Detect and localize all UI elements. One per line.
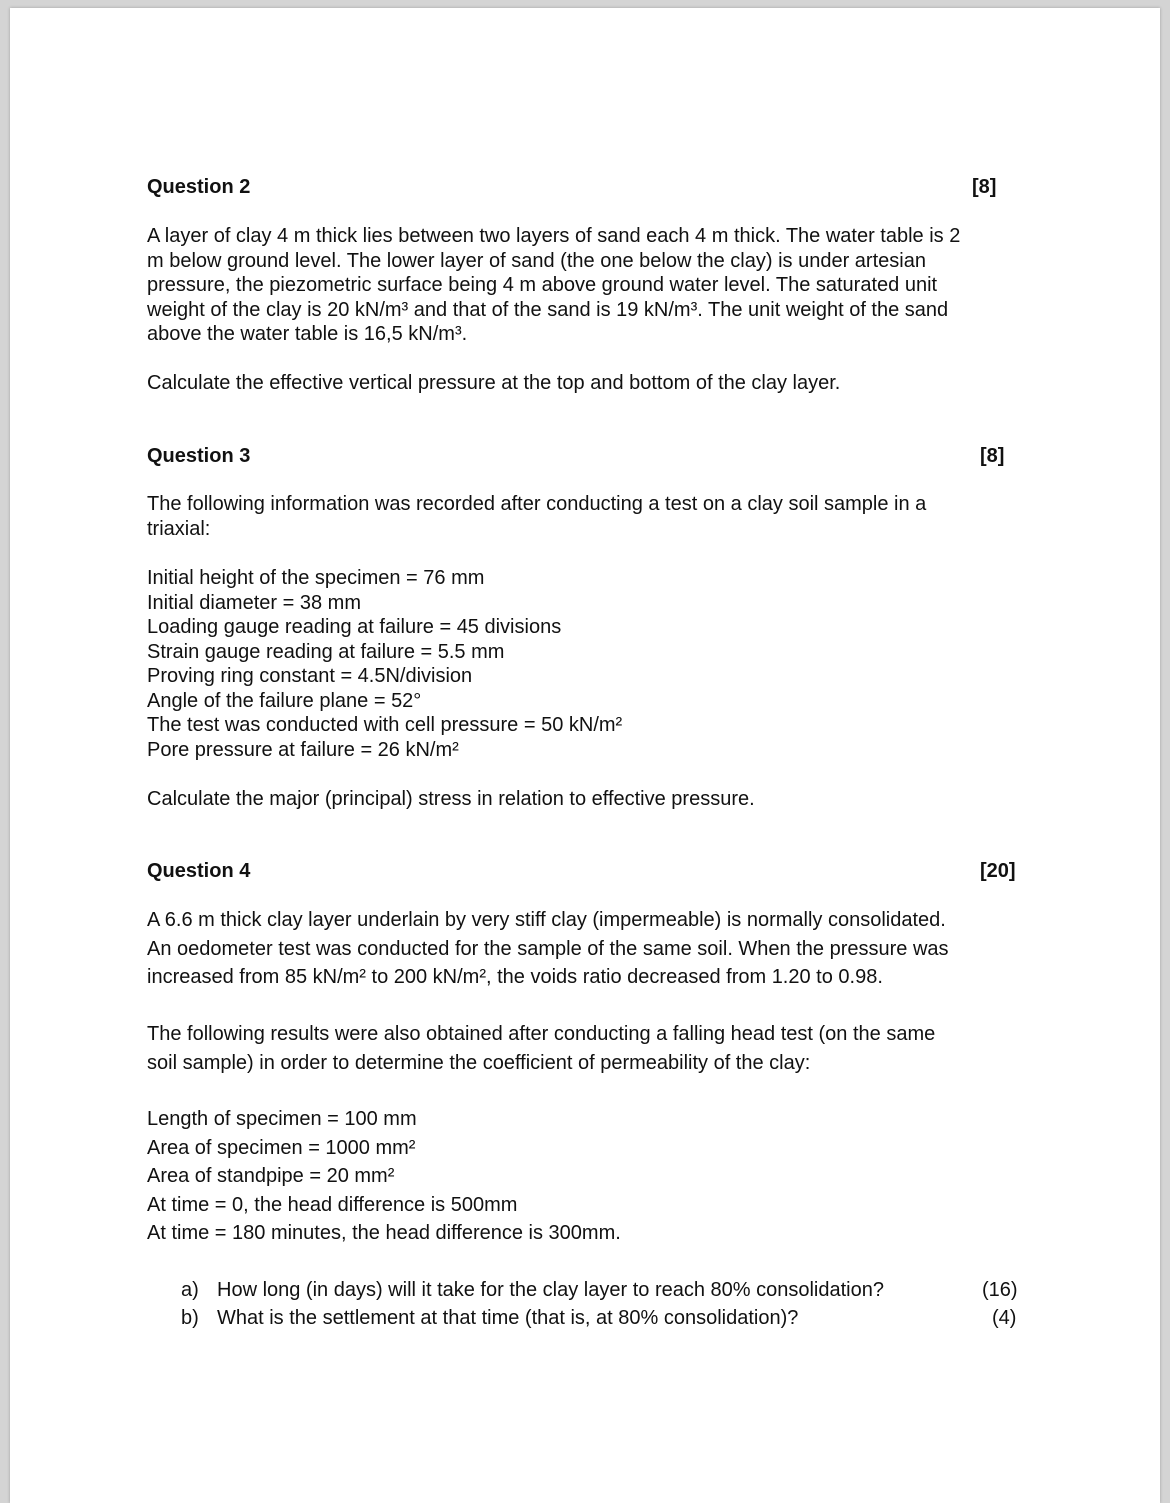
data-line: Proving ring constant = 4.5N/division — [147, 665, 473, 687]
question-4-data-list — [147, 1105, 621, 1248]
intro-line: triaxial: — [147, 517, 211, 540]
data-line: At time = 0, the head difference is 500mm — [147, 1193, 518, 1216]
data-line: The test was conducted with cell pressure = 50 kN/m² — [147, 714, 623, 736]
data-line: Initial height of the specimen = 76 mm — [147, 567, 485, 589]
question-4-paragraph-1 — [147, 906, 949, 992]
sub-question-a-text: How long (in days) will it take for the clay layer to reach 80% consolidation? — [217, 1279, 884, 1301]
paragraph-line: increased from 85 kN/m² to 200 kN/m², the voids ratio decreased from 1.20 to 0.98. — [147, 966, 883, 988]
question-2-title: Question 2 — [147, 176, 251, 198]
paragraph-line: An oedometer test was conducted for the sample of the same soil. When the pressure was — [147, 937, 949, 960]
question-2-marks: [8] — [972, 176, 997, 198]
question-4-title: Question 4 — [147, 860, 251, 882]
sub-question-b-marks: (4) — [992, 1307, 1017, 1329]
data-line: Area of specimen = 1000 mm² — [147, 1136, 416, 1159]
question-2-task: Calculate the effective vertical pressure at the top and bottom of the clay layer. — [147, 372, 841, 394]
question-2-paragraph — [147, 224, 960, 347]
question-4-paragraph-2 — [147, 1020, 935, 1077]
paragraph-line: A 6.6 m thick clay layer underlain by very stiff clay (impermeable) is normally consolidated. — [147, 909, 946, 931]
document-page — [10, 8, 1160, 1503]
data-line: Pore pressure at failure = 26 kN/m² — [147, 738, 459, 761]
question-3-data-list — [147, 566, 622, 762]
data-line: Length of specimen = 100 mm — [147, 1108, 417, 1130]
data-line: Angle of the failure plane = 52° — [147, 689, 422, 712]
data-line: Strain gauge reading at failure = 5.5 mm — [147, 640, 505, 663]
data-line: Loading gauge reading at failure = 45 divisions — [147, 616, 562, 638]
question-3-task: Calculate the major (principal) stress in relation to effective pressure. — [147, 788, 755, 810]
sub-question-b-text: What is the settlement at that time (that is, at 80% consolidation)? — [217, 1307, 799, 1329]
question-3-title: Question 3 — [147, 445, 251, 467]
question-3-marks: [8] — [980, 445, 1005, 467]
question-4-marks: [20] — [980, 860, 1016, 882]
sub-question-a-label: a) — [181, 1279, 199, 1301]
paragraph-line: A layer of clay 4 m thick lies between two layers of sand each 4 m thick. The water table is 2 — [147, 225, 961, 247]
sub-question-a-marks: (16) — [982, 1279, 1018, 1301]
paragraph-line: pressure, the piezometric surface being 4 m above ground water level. The saturated unit — [147, 274, 938, 296]
paragraph-line: above the water table is 16,5 kN/m³. — [147, 323, 468, 345]
sub-question-b-label: b) — [181, 1307, 199, 1329]
paragraph-line: The following results were also obtained after conducting a falling head test (on the same — [147, 1023, 936, 1045]
paragraph-line: m below ground level. The lower layer of sand (the one below the clay) is under artesian — [147, 249, 926, 272]
data-line: Area of standpipe = 20 mm² — [147, 1165, 395, 1187]
data-line: Initial diameter = 38 mm — [147, 591, 361, 614]
intro-line: The following information was recorded after conducting a test on a clay soil sample in a — [147, 493, 927, 515]
data-line: At time = 180 minutes, the head difference is 300mm. — [147, 1222, 621, 1244]
paragraph-line: weight of the clay is 20 kN/m³ and that of the sand is 19 kN/m³. The unit weight of the sand — [147, 298, 949, 321]
paragraph-line: soil sample) in order to determine the coefficient of permeability of the clay: — [147, 1051, 811, 1074]
question-3-intro — [147, 492, 926, 541]
